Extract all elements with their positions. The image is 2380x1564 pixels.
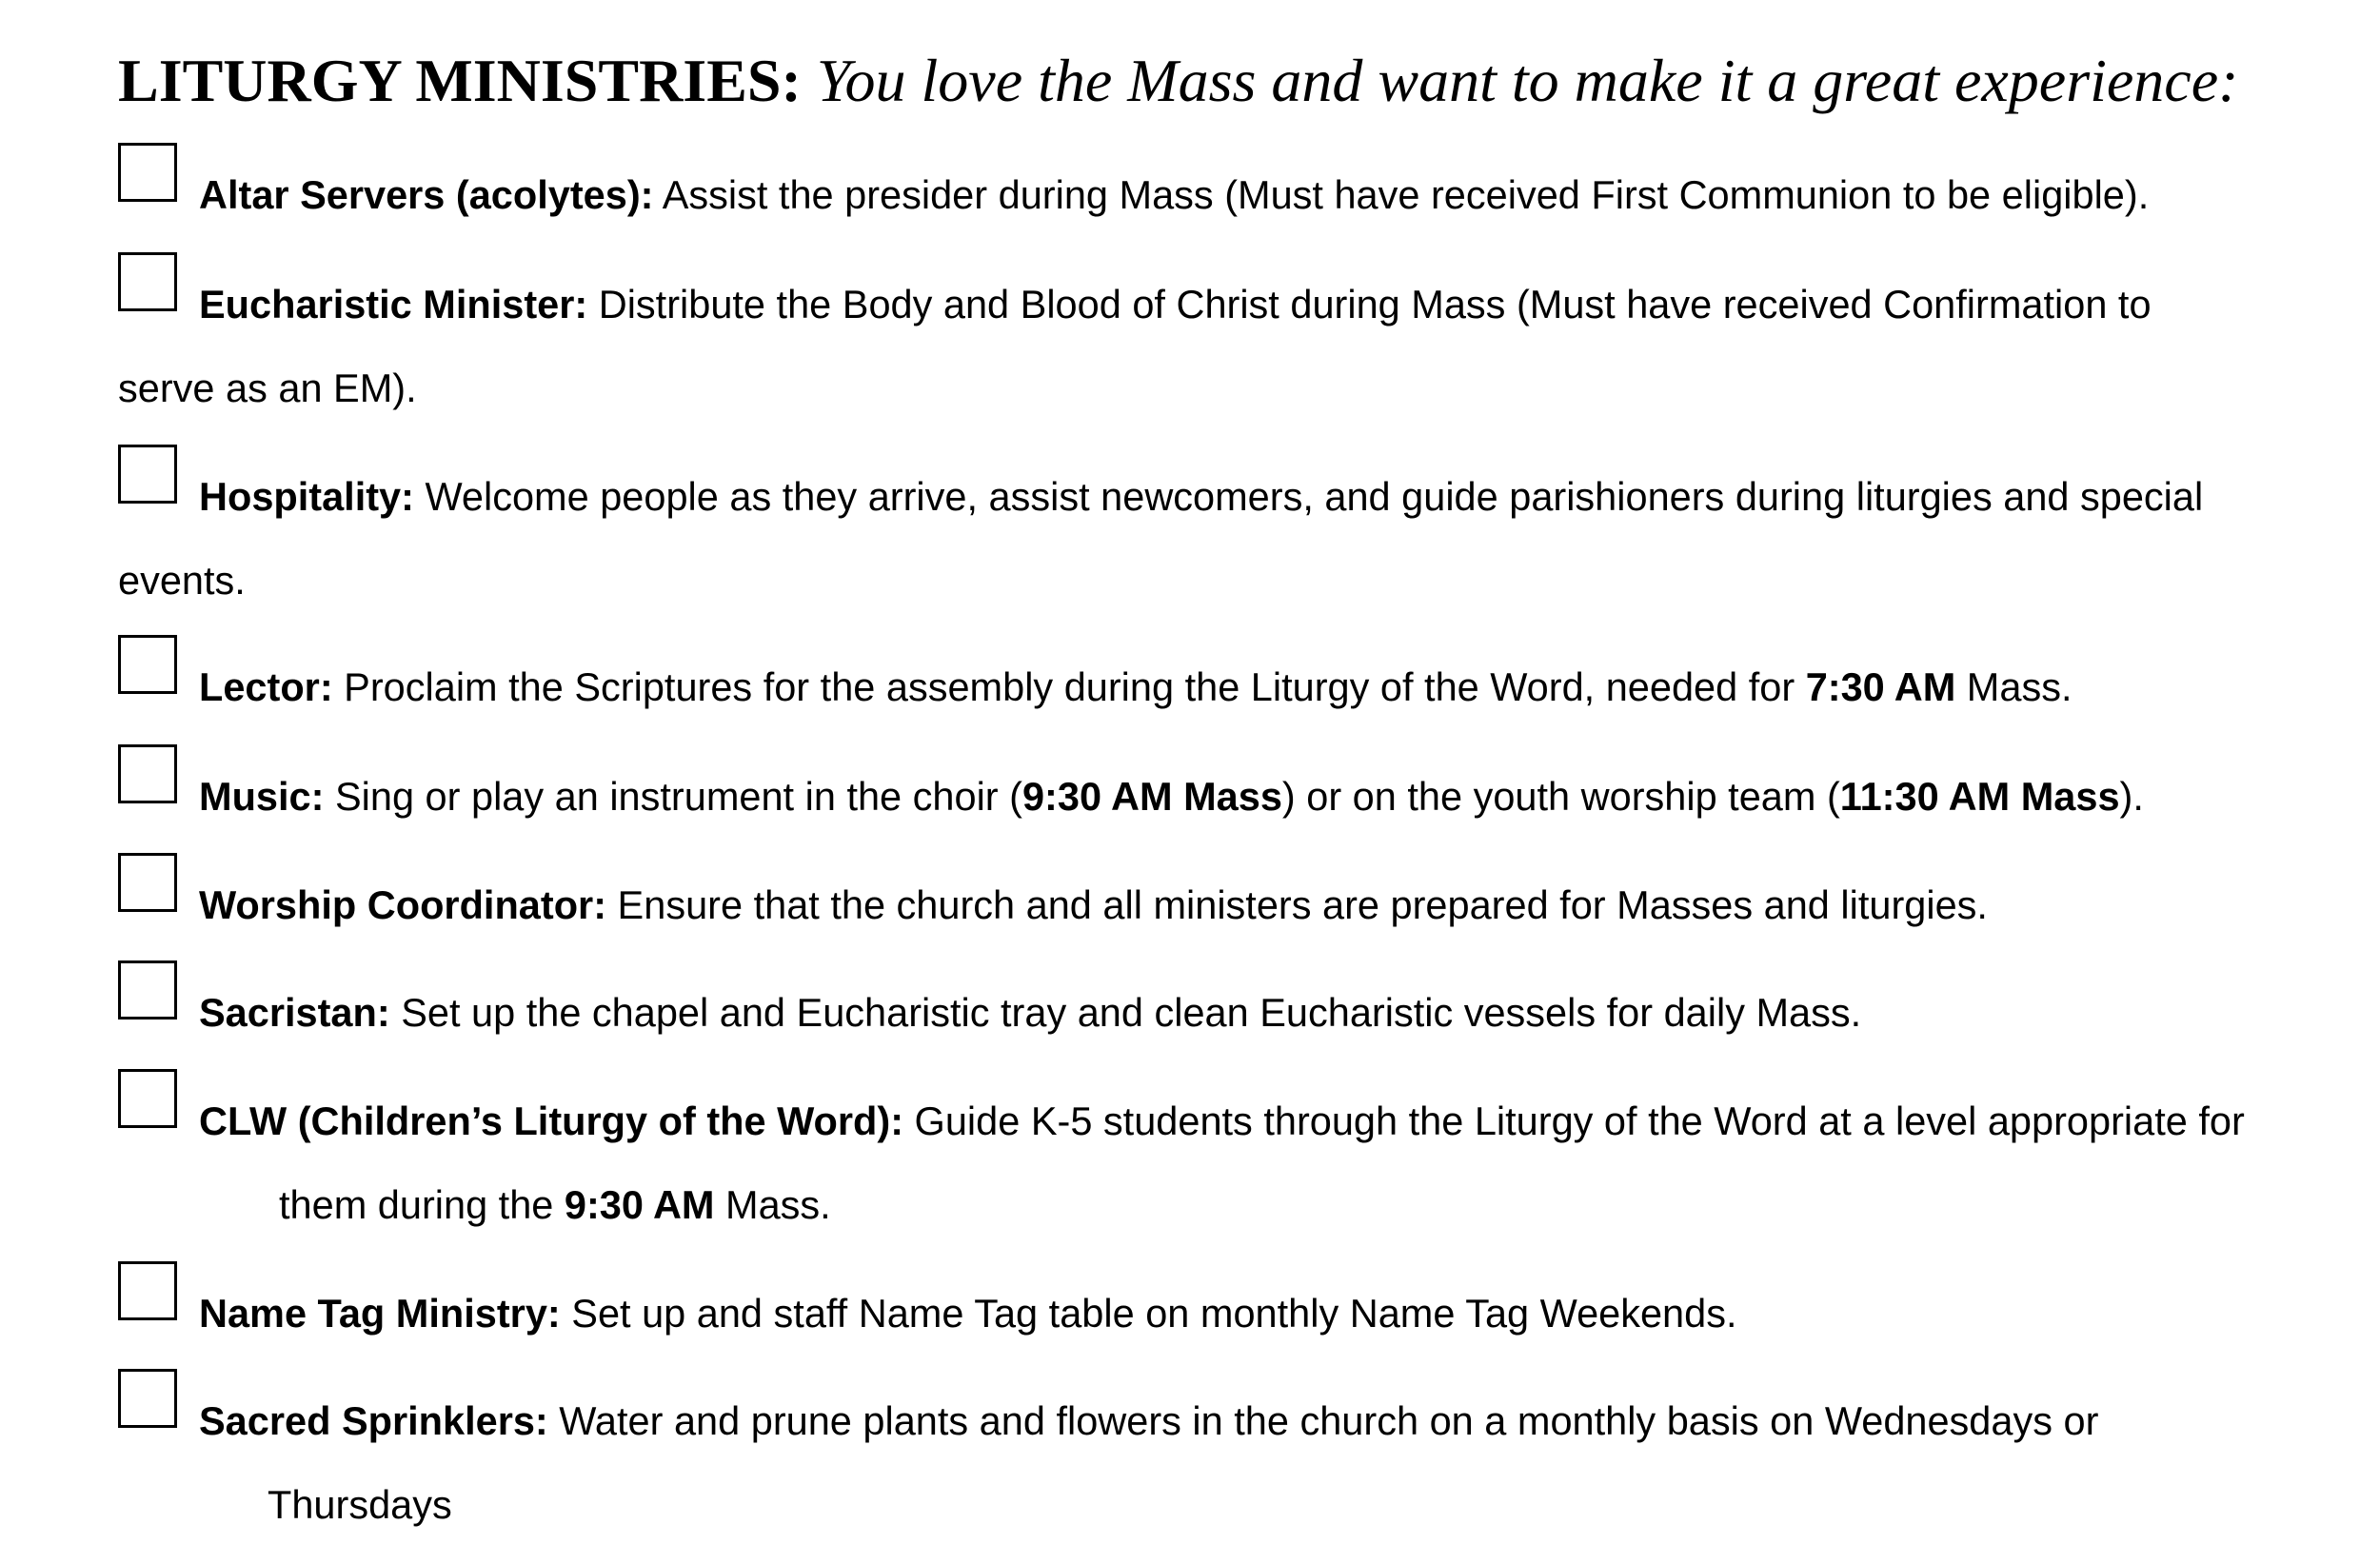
eucharistic-minister-checkbox[interactable] [118, 252, 177, 311]
sacred-sprinklers-checkbox[interactable] [118, 1369, 177, 1428]
ministry-line [199, 281, 2152, 328]
ministry-line [199, 1290, 1737, 1337]
ministry-name: Altar Servers (acolytes): [199, 172, 654, 217]
worship-coordinator-checkbox[interactable] [118, 853, 177, 912]
name-tag-ministry-checkbox[interactable] [118, 1261, 177, 1320]
ministry-line [199, 473, 2203, 521]
ministry-description-mid: ) or on the youth worship team ( [1281, 774, 1840, 819]
ministry-description: Water and prune plants and flowers in the church on a monthly basis on Wednesdays or [547, 1398, 2099, 1443]
mass-time-choir: 9:30 AM Mass [1021, 774, 1282, 819]
ministry-name: Sacristan: [199, 990, 390, 1035]
ministry-description: Set up and staff Name Tag table on monthly Name Tag Weekends. [560, 1291, 1737, 1336]
ministry-name: Name Tag Ministry: [199, 1291, 561, 1336]
ministry-description-continued: events. [118, 558, 246, 603]
hospitality-checkbox[interactable] [118, 445, 177, 504]
ministry-line [199, 881, 1988, 929]
ministry-name: Lector: [199, 664, 333, 709]
sacristan-checkbox[interactable] [118, 960, 177, 1020]
ministry-description: Proclaim the Scriptures for the assembly during the Liturgy of the Word, needed for [332, 664, 1806, 709]
ministry-line [199, 989, 1861, 1037]
ministry-description-line2: them during the [279, 1182, 565, 1227]
ministry-name: Hospitality: [199, 474, 414, 519]
lector-checkbox[interactable] [118, 635, 177, 694]
ministry-description-continued: serve as an EM). [118, 366, 417, 410]
ministry-line [199, 171, 2149, 219]
ministry-description: Distribute the Body and Blood of Christ during Mass (Must have received Confirmation to [587, 282, 2152, 327]
ministry-description: Assist the presider during Mass (Must have received First Communion to be eligible). [653, 172, 2150, 217]
ministry-description: Welcome people as they arrive, assist newcomers, and guide parishioners during liturgies and special [413, 474, 2204, 519]
ministry-description: Ensure that the church and all ministers are prepared for Masses and liturgies. [606, 882, 1988, 927]
altar-servers-checkbox[interactable] [118, 143, 177, 202]
section-tagline: You love the Mass and want to make it a great experience: [816, 47, 2239, 114]
mass-time-youth: 11:30 AM Mass [1839, 774, 2120, 819]
mass-time: 9:30 AM [564, 1182, 715, 1227]
section-title: LITURGY MINISTRIES: [118, 47, 802, 114]
ministry-description-continued: Thursdays [268, 1482, 452, 1527]
music-checkbox[interactable] [118, 744, 177, 803]
ministry-description: Set up the chapel and Eucharistic tray and clean Eucharistic vessels for daily Mass. [389, 990, 1862, 1035]
ministry-name: Worship Coordinator: [199, 882, 607, 927]
ministry-name: Eucharistic Minister: [199, 282, 588, 327]
ministry-description-end: ). [2119, 774, 2144, 819]
ministry-description: Guide K-5 students through the Liturgy of the Word at a level appropriate for [903, 1099, 2245, 1143]
mass-time: 7:30 AM [1805, 664, 1956, 709]
ministry-name: Sacred Sprinklers: [199, 1398, 548, 1443]
ministry-line [199, 1397, 2098, 1445]
ministry-name: CLW (Children’s Liturgy of the Word): [199, 1099, 904, 1143]
ministry-line [199, 1098, 2245, 1145]
ministry-line [199, 663, 2073, 711]
ministry-description-continued [279, 1181, 831, 1229]
ministry-line [199, 773, 2144, 821]
ministry-description: Sing or play an instrument in the choir ( [324, 774, 1022, 819]
section-heading [118, 38, 2238, 124]
ministry-name: Music: [199, 774, 325, 819]
ministry-description-end: Mass. [714, 1182, 831, 1227]
ministry-description-end: Mass. [1955, 664, 2073, 709]
clw-checkbox[interactable] [118, 1069, 177, 1128]
